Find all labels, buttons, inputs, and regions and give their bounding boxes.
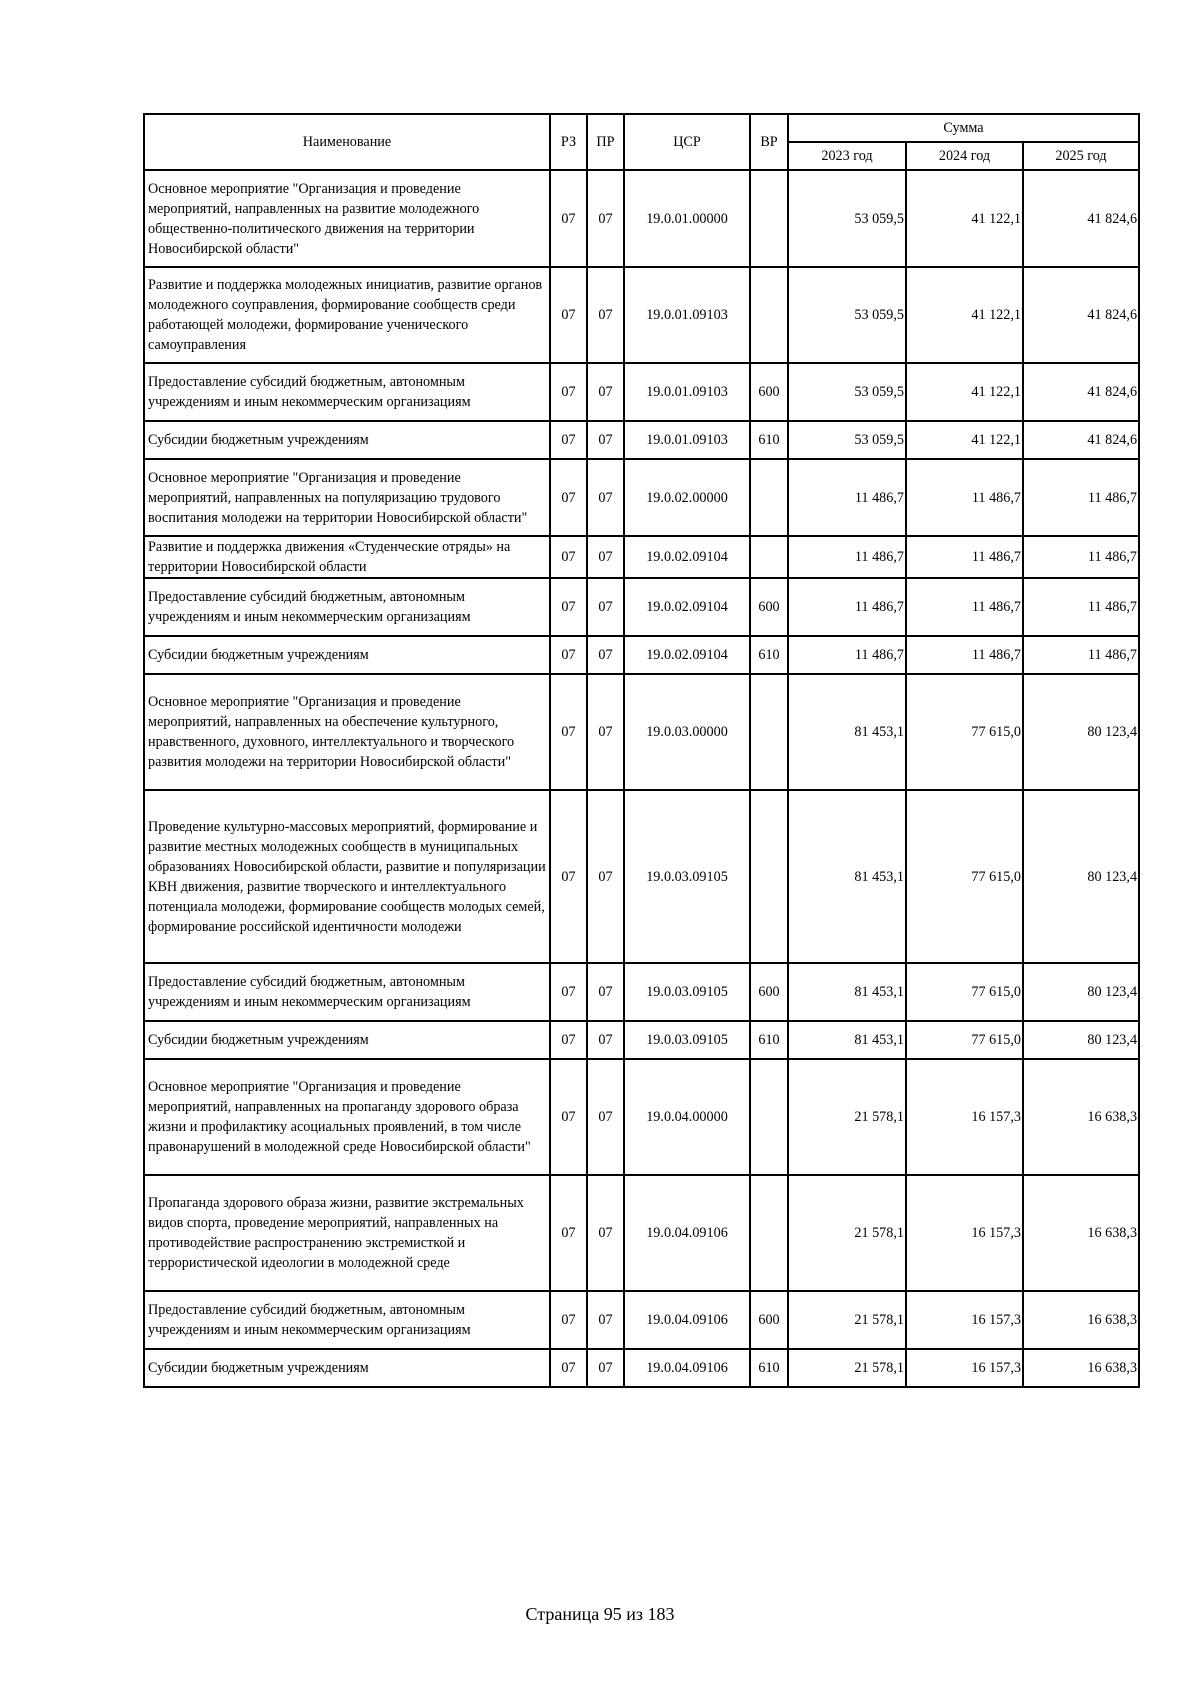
- cell-2024: 77 615,0: [906, 1021, 1023, 1059]
- table-row: [144, 963, 1139, 1021]
- cell-2025: 16 638,3: [1023, 1291, 1139, 1349]
- cell-name: Основное мероприятие "Организация и проведение мероприятий, направленных на пропаганду здорового образа жизни и профилактику асоциальных проявлений, в том числе правонарушений в молодежной среде Новосибирской области": [144, 1059, 550, 1175]
- cell-2024: 41 122,1: [906, 170, 1023, 267]
- cell-rz: 07: [550, 267, 587, 363]
- cell-2025: 16 638,3: [1023, 1349, 1139, 1387]
- cell-csr: 19.0.02.09104: [624, 578, 750, 636]
- cell-pr: 07: [587, 363, 624, 421]
- cell-2023: 21 578,1: [788, 1059, 906, 1175]
- cell-pr: 07: [587, 536, 624, 578]
- table-row: [144, 1349, 1139, 1387]
- table-row: [144, 790, 1139, 963]
- header-name: Наименование: [144, 114, 550, 170]
- table-row: [144, 421, 1139, 459]
- cell-pr: 07: [587, 790, 624, 963]
- cell-csr: 19.0.01.09103: [624, 267, 750, 363]
- cell-vr: 610: [750, 1349, 788, 1387]
- cell-vr: 610: [750, 1021, 788, 1059]
- cell-vr: 600: [750, 1291, 788, 1349]
- cell-2023: 53 059,5: [788, 363, 906, 421]
- cell-2024: 41 122,1: [906, 421, 1023, 459]
- table-row: [144, 1021, 1139, 1059]
- cell-2025: 41 824,6: [1023, 267, 1139, 363]
- cell-csr: 19.0.01.09103: [624, 421, 750, 459]
- header-csr: ЦСР: [624, 114, 750, 170]
- cell-2024: 77 615,0: [906, 674, 1023, 790]
- cell-vr: 600: [750, 963, 788, 1021]
- cell-rz: 07: [550, 459, 587, 536]
- header-pr: ПР: [587, 114, 624, 170]
- cell-rz: 07: [550, 363, 587, 421]
- cell-pr: 07: [587, 636, 624, 674]
- cell-2023: 21 578,1: [788, 1175, 906, 1291]
- cell-2024: 41 122,1: [906, 267, 1023, 363]
- table-row: [144, 1059, 1139, 1175]
- cell-2024: 41 122,1: [906, 363, 1023, 421]
- cell-name: Предоставление субсидий бюджетным, автономным учреждениям и иным некоммерческим организациям: [144, 963, 550, 1021]
- cell-csr: 19.0.04.09106: [624, 1291, 750, 1349]
- cell-2023: 21 578,1: [788, 1291, 906, 1349]
- cell-vr: 610: [750, 636, 788, 674]
- cell-name: Проведение культурно-массовых мероприятий, формирование и развитие местных молодежных сообществ в муниципальных образованиях Новосибирской области, развитие и популяризации КВН движения, развитие творческого и интеллектуального потенциала молодежи, формирование сообществ молодых семей, формирование российской идентичности молодежи: [144, 790, 550, 963]
- table-row: [144, 1175, 1139, 1291]
- cell-2023: 81 453,1: [788, 674, 906, 790]
- cell-2023: 11 486,7: [788, 578, 906, 636]
- cell-rz: 07: [550, 1059, 587, 1175]
- table-row: [144, 536, 1139, 578]
- header-year-2023: 2023 год: [788, 142, 906, 170]
- table-row: [144, 674, 1139, 790]
- cell-2024: 77 615,0: [906, 790, 1023, 963]
- cell-rz: 07: [550, 1349, 587, 1387]
- cell-vr: 600: [750, 578, 788, 636]
- cell-csr: 19.0.03.09105: [624, 1021, 750, 1059]
- cell-pr: 07: [587, 1349, 624, 1387]
- header-rz: РЗ: [550, 114, 587, 170]
- cell-pr: 07: [587, 459, 624, 536]
- cell-csr: 19.0.01.00000: [624, 170, 750, 267]
- table-row: [144, 636, 1139, 674]
- cell-csr: 19.0.04.09106: [624, 1349, 750, 1387]
- cell-rz: 07: [550, 790, 587, 963]
- cell-2025: 11 486,7: [1023, 459, 1139, 536]
- cell-2023: 11 486,7: [788, 636, 906, 674]
- table-row: [144, 1291, 1139, 1349]
- cell-pr: 07: [587, 170, 624, 267]
- cell-2025: 80 123,4: [1023, 674, 1139, 790]
- cell-vr: [750, 459, 788, 536]
- cell-name: Основное мероприятие "Организация и проведение мероприятий, направленных на развитие молодежного общественно-политического движения на территории Новосибирской области": [144, 170, 550, 267]
- cell-pr: 07: [587, 267, 624, 363]
- cell-2024: 11 486,7: [906, 459, 1023, 536]
- cell-vr: [750, 790, 788, 963]
- cell-csr: 19.0.02.09104: [624, 536, 750, 578]
- cell-name: Субсидии бюджетным учреждениям: [144, 1021, 550, 1059]
- cell-2024: 16 157,3: [906, 1175, 1023, 1291]
- header-sum: Сумма: [788, 114, 1139, 142]
- cell-rz: 07: [550, 1291, 587, 1349]
- cell-name: Предоставление субсидий бюджетным, автономным учреждениям и иным некоммерческим организациям: [144, 363, 550, 421]
- cell-name: Основное мероприятие "Организация и проведение мероприятий, направленных на обеспечение культурного, нравственного, духовного, интеллектуального и творческого развития молодежи на территории Новосибирской области": [144, 674, 550, 790]
- cell-rz: 07: [550, 1021, 587, 1059]
- cell-pr: 07: [587, 578, 624, 636]
- table-row: [144, 170, 1139, 267]
- cell-2025: 16 638,3: [1023, 1059, 1139, 1175]
- cell-2024: 16 157,3: [906, 1059, 1023, 1175]
- cell-pr: 07: [587, 1291, 624, 1349]
- cell-2023: 81 453,1: [788, 790, 906, 963]
- cell-name: Развитие и поддержка движения «Студенческие отряды» на территории Новосибирской области: [144, 536, 550, 578]
- cell-2023: 81 453,1: [788, 963, 906, 1021]
- cell-name: Предоставление субсидий бюджетным, автономным учреждениям и иным некоммерческим организациям: [144, 578, 550, 636]
- header-year-2025: 2025 год: [1023, 142, 1139, 170]
- cell-name: Основное мероприятие "Организация и проведение мероприятий, направленных на популяризацию трудового воспитания молодежи на территории Новосибирской области": [144, 459, 550, 536]
- cell-2025: 80 123,4: [1023, 963, 1139, 1021]
- cell-2024: 11 486,7: [906, 636, 1023, 674]
- cell-csr: 19.0.04.09106: [624, 1175, 750, 1291]
- cell-2025: 16 638,3: [1023, 1175, 1139, 1291]
- cell-2023: 53 059,5: [788, 421, 906, 459]
- cell-csr: 19.0.04.00000: [624, 1059, 750, 1175]
- cell-2025: 11 486,7: [1023, 636, 1139, 674]
- cell-vr: 600: [750, 363, 788, 421]
- cell-2025: 80 123,4: [1023, 790, 1139, 963]
- cell-rz: 07: [550, 963, 587, 1021]
- cell-2025: 41 824,6: [1023, 421, 1139, 459]
- cell-2024: 16 157,3: [906, 1291, 1023, 1349]
- header-year-2024: 2024 год: [906, 142, 1023, 170]
- cell-pr: 07: [587, 1175, 624, 1291]
- cell-2023: 53 059,5: [788, 267, 906, 363]
- cell-name: Субсидии бюджетным учреждениям: [144, 421, 550, 459]
- cell-vr: [750, 1059, 788, 1175]
- cell-2025: 41 824,6: [1023, 170, 1139, 267]
- page-number: Страница 95 из 183: [525, 1604, 675, 1624]
- cell-name: Субсидии бюджетным учреждениям: [144, 1349, 550, 1387]
- cell-2025: 41 824,6: [1023, 363, 1139, 421]
- cell-vr: [750, 1175, 788, 1291]
- header-row-top: [144, 114, 1139, 142]
- cell-rz: 07: [550, 170, 587, 267]
- cell-2023: 81 453,1: [788, 1021, 906, 1059]
- cell-vr: [750, 170, 788, 267]
- cell-rz: 07: [550, 578, 587, 636]
- cell-2025: 11 486,7: [1023, 578, 1139, 636]
- cell-2025: 11 486,7: [1023, 536, 1139, 578]
- cell-2023: 11 486,7: [788, 536, 906, 578]
- cell-rz: 07: [550, 674, 587, 790]
- cell-2023: 53 059,5: [788, 170, 906, 267]
- cell-rz: 07: [550, 536, 587, 578]
- table-row: [144, 578, 1139, 636]
- cell-pr: 07: [587, 674, 624, 790]
- cell-2025: 80 123,4: [1023, 1021, 1139, 1059]
- table-row: [144, 363, 1139, 421]
- cell-csr: 19.0.03.09105: [624, 790, 750, 963]
- cell-vr: [750, 267, 788, 363]
- cell-name: Развитие и поддержка молодежных инициатив, развитие органов молодежного соуправления, формирование сообществ среди работающей молодежи, формирование ученического самоуправления: [144, 267, 550, 363]
- cell-2023: 11 486,7: [788, 459, 906, 536]
- cell-rz: 07: [550, 636, 587, 674]
- cell-rz: 07: [550, 421, 587, 459]
- cell-name: Субсидии бюджетным учреждениям: [144, 636, 550, 674]
- cell-2024: 11 486,7: [906, 536, 1023, 578]
- cell-2023: 21 578,1: [788, 1349, 906, 1387]
- cell-vr: [750, 674, 788, 790]
- cell-vr: [750, 536, 788, 578]
- cell-csr: 19.0.03.00000: [624, 674, 750, 790]
- cell-rz: 07: [550, 1175, 587, 1291]
- cell-csr: 19.0.02.09104: [624, 636, 750, 674]
- cell-2024: 77 615,0: [906, 963, 1023, 1021]
- table-body: [144, 170, 1139, 1387]
- budget-table: [143, 113, 1140, 1388]
- cell-2024: 11 486,7: [906, 578, 1023, 636]
- header-vr: ВР: [750, 114, 788, 170]
- cell-2024: 16 157,3: [906, 1349, 1023, 1387]
- cell-pr: 07: [587, 1021, 624, 1059]
- cell-pr: 07: [587, 421, 624, 459]
- cell-name: Предоставление субсидий бюджетным, автономным учреждениям и иным некоммерческим организациям: [144, 1291, 550, 1349]
- cell-pr: 07: [587, 1059, 624, 1175]
- cell-csr: 19.0.02.00000: [624, 459, 750, 536]
- table-row: [144, 459, 1139, 536]
- cell-name: Пропаганда здорового образа жизни, развитие экстремальных видов спорта, проведение мероприятий, направленных на противодействие распространению экстремисткой и террористической идеологии в молодежной среде: [144, 1175, 550, 1291]
- cell-csr: 19.0.03.09105: [624, 963, 750, 1021]
- cell-pr: 07: [587, 963, 624, 1021]
- cell-vr: 610: [750, 421, 788, 459]
- cell-csr: 19.0.01.09103: [624, 363, 750, 421]
- table-row: [144, 267, 1139, 363]
